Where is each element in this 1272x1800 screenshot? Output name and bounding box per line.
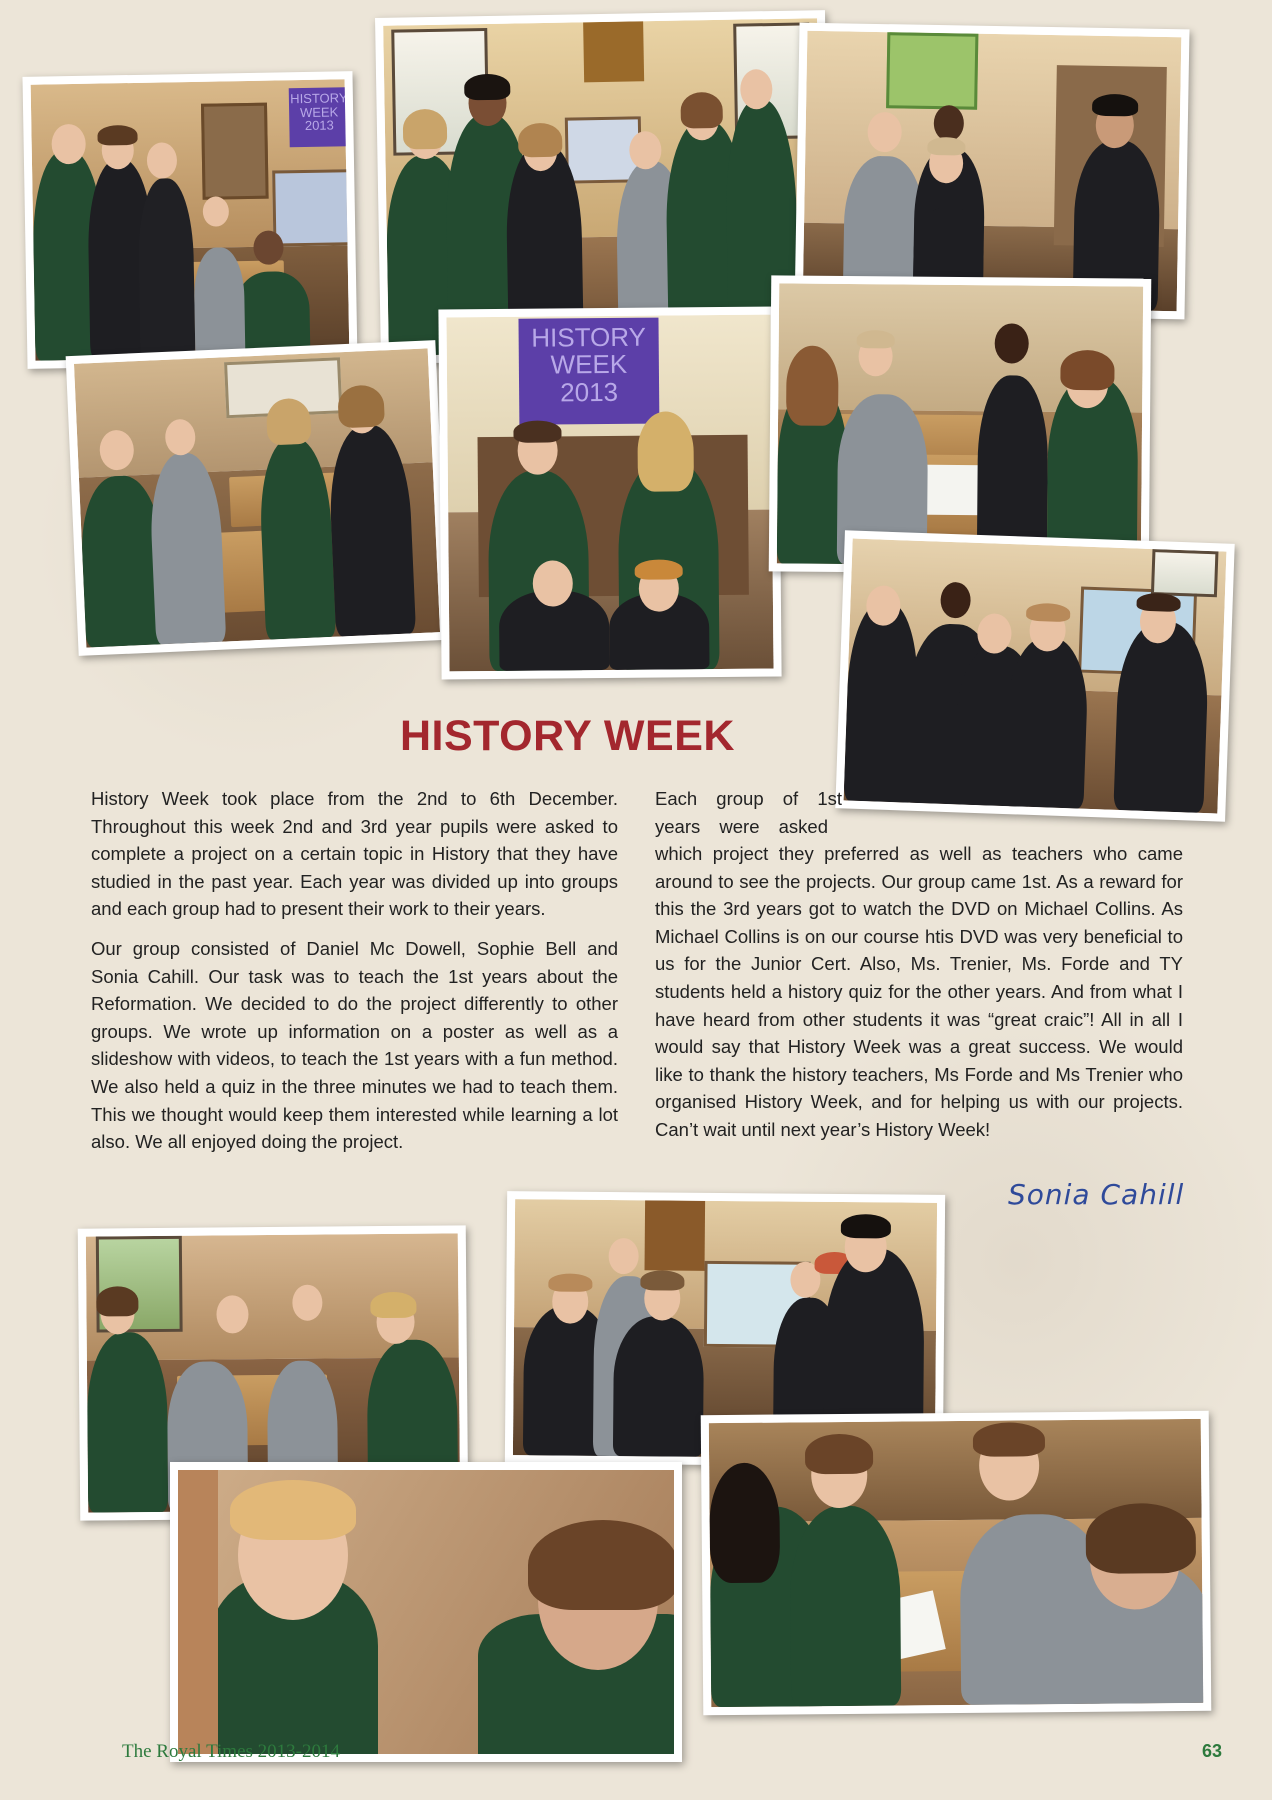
photo-image [446,315,773,672]
photo-image [709,1419,1203,1707]
paragraph: History Week took place from the 2nd to 6th December. Throughout this week 2nd and 3rd year pupils were asked to complete a project on a certain topic in History that they have studied in the past year. Each year was divided up into groups and each group had to present their work to their years. [91,788,618,920]
photo-boys-corner [794,23,1189,320]
photo-boys-group [835,530,1234,821]
photo-poster-group [438,307,781,680]
left-column [91,785,618,1168]
poster-text: HISTORY WEEK 2013 [290,90,348,134]
paragraph: which project they preferred as well as teachers who came around to see the projects. Our group came 1st. As a reward for this the 3rd years got to watch the DVD on Michael Collins. As Michael Collins is on our course htis DVD was very beneficial to us for the Junior Cert. Also, Ms. Trenier, Ms. Forde and TY students held a history quiz for the other years. And from what I have heard from other students it was “great craic”! All in all I would say that History Week was a great success. We would like to thank the history teachers, Ms Forde and Ms Trenier who organised History Week, and for helping us with our projects. Can’t wait until next year’s History Week! [655,843,1183,1140]
photo-image [31,79,350,360]
photo-image [178,1470,674,1754]
photo-closeup-discussion [701,1411,1212,1715]
photo-image [777,283,1143,566]
poster-text: HISTORY WEEK 2013 [531,321,647,408]
paragraph: Each group of 1st years were asked [655,788,843,837]
history-week-poster [289,87,350,147]
photo-classroom-poster [22,71,357,369]
right-column [655,840,1183,1156]
photo-image [844,539,1227,814]
photo-image [803,31,1182,311]
history-week-poster [518,318,659,425]
photo-image [74,348,440,647]
author-signature: Sonia Cahill [1008,1178,1185,1211]
article-title: HISTORY WEEK [400,712,735,760]
photo-closeup-girl [170,1462,682,1762]
page-number: 63 [1202,1741,1223,1761]
paragraph: Our group consisted of Daniel Mc Dowell, Sophie Bell and Sonia Cahill. Our task was to teach the 1st years about the Reformation. We decided to do the project differently to other groups. We wrote up information on a poster as well as a slideshow with videos, to teach the 1st years with a fun method. We also held a quiz in the three minutes we had to teach them. This we thought would keep them interested while learning a lot also. We all enjoyed doing the project. [91,937,618,1153]
publication-footer: The Royal Times 2013-2014 [122,1741,340,1762]
photo-image [383,18,823,356]
photo-desks-group [66,340,449,656]
photo-desk-discussion [769,275,1152,574]
